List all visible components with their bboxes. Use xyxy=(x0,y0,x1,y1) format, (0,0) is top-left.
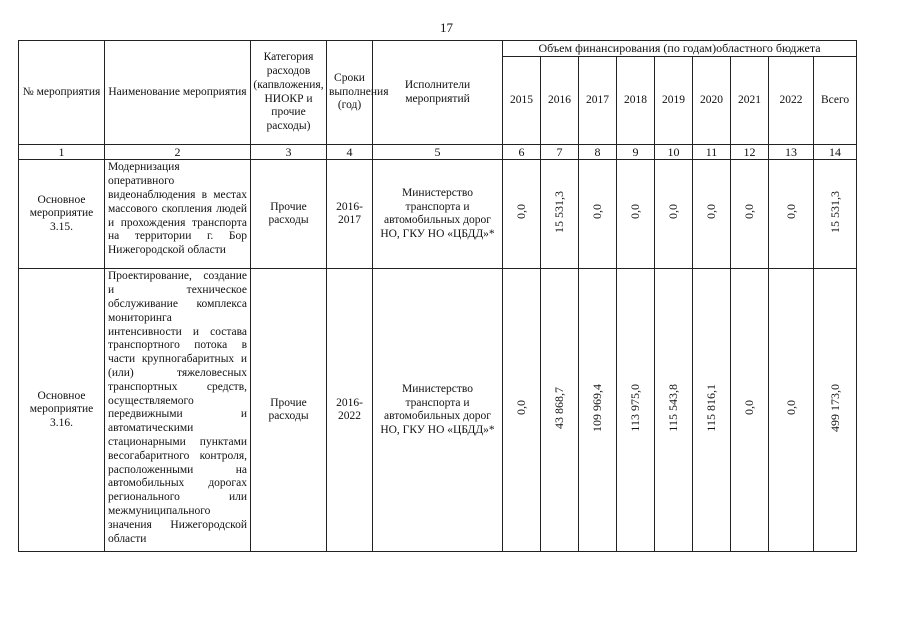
row-executors: Министерство транспорта и автомобильных дорог НО, ГКУ НО «ЦБДД»* xyxy=(373,160,503,269)
budget-table xyxy=(18,40,857,552)
header-category: Категория расходов (капвложения, НИОКР и прочие расходы) xyxy=(251,41,327,145)
row-value: 0,0 xyxy=(590,204,605,220)
header-year: 2022 xyxy=(769,57,814,145)
row-value: 0,0 xyxy=(742,204,757,220)
row-value: 0,0 xyxy=(742,400,757,416)
row-value: 0,0 xyxy=(704,204,719,220)
column-number: 5 xyxy=(373,145,503,160)
row-terms: 2016-2022 xyxy=(327,269,373,552)
row-value-cell xyxy=(769,269,814,552)
row-category: Прочие расходы xyxy=(251,160,327,269)
row-value-cell xyxy=(731,269,769,552)
header-total: Всего xyxy=(814,57,857,145)
row-num: Основное мероприятие 3.16. xyxy=(19,269,105,552)
row-value: 109 969,4 xyxy=(590,383,605,432)
row-value-cell xyxy=(655,160,693,269)
header-year: 2016 xyxy=(541,57,579,145)
row-value: 115 816,1 xyxy=(704,384,719,432)
column-number: 3 xyxy=(251,145,327,160)
row-value-cell xyxy=(617,269,655,552)
row-total: 15 531,3 xyxy=(827,190,842,233)
row-name: Модернизация оперативного видеонаблюдения в местах массового скопления людей и прохождения транспорта на территории г. Бор Нижегородской области xyxy=(105,160,251,269)
column-number: 7 xyxy=(541,145,579,160)
row-total: 499 173,0 xyxy=(827,383,842,432)
header-year: 2017 xyxy=(579,57,617,145)
column-number: 10 xyxy=(655,145,693,160)
row-name: Проектирование, создание и техническое обслуживание комплекса мониторинга интенсивности и состава транспортного потока в части крупногабаритных и (или) тяжеловесных транспортных средств, осуществляемого передвижными и автоматическими стационарными пунктами весогабаритного контроля, расположенными на автомобильных дорогах регионального или межмуниципального значения Нижегородской области xyxy=(105,269,251,552)
table-row xyxy=(19,160,857,269)
row-value-cell xyxy=(541,269,579,552)
column-number: 9 xyxy=(617,145,655,160)
row-value: 113 975,0 xyxy=(628,384,643,432)
column-number: 8 xyxy=(579,145,617,160)
column-number: 12 xyxy=(731,145,769,160)
header-year: 2021 xyxy=(731,57,769,145)
header-year: 2018 xyxy=(617,57,655,145)
column-number: 4 xyxy=(327,145,373,160)
page-number: 17 xyxy=(440,20,453,35)
row-value: 43 868,7 xyxy=(552,386,567,429)
row-value: 15 531,3 xyxy=(552,190,567,233)
header-funding-group: Объем финансирования (по годам)областного бюджета xyxy=(503,41,857,57)
row-value: 0,0 xyxy=(514,400,529,416)
row-category: Прочие расходы xyxy=(251,269,327,552)
row-value-cell xyxy=(655,269,693,552)
row-executors: Министерство транспорта и автомобильных дорог НО, ГКУ НО «ЦБДД»* xyxy=(373,269,503,552)
row-value-cell xyxy=(617,160,655,269)
row-total-cell xyxy=(814,160,857,269)
column-number: 1 xyxy=(19,145,105,160)
row-value-cell xyxy=(503,269,541,552)
row-value-cell xyxy=(579,269,617,552)
row-value: 115 543,8 xyxy=(666,384,681,432)
header-terms: Сроки выполнения (год) xyxy=(327,41,373,145)
row-num: Основное мероприятие 3.15. xyxy=(19,160,105,269)
header-executors: Исполнители мероприятий xyxy=(373,41,503,145)
row-value-cell xyxy=(541,160,579,269)
row-value: 0,0 xyxy=(666,204,681,220)
column-number: 14 xyxy=(814,145,857,160)
header-name: Наименование мероприятия xyxy=(105,41,251,145)
row-value-cell xyxy=(693,160,731,269)
row-value-cell xyxy=(693,269,731,552)
header-year: 2019 xyxy=(655,57,693,145)
row-value: 0,0 xyxy=(514,204,529,220)
row-value-cell xyxy=(579,160,617,269)
row-value-cell xyxy=(769,160,814,269)
row-value-cell xyxy=(731,160,769,269)
header-year: 2015 xyxy=(503,57,541,145)
column-number-row xyxy=(19,145,857,160)
row-terms: 2016-2017 xyxy=(327,160,373,269)
column-number: 11 xyxy=(693,145,731,160)
row-value: 0,0 xyxy=(783,204,798,220)
column-number: 6 xyxy=(503,145,541,160)
row-total-cell xyxy=(814,269,857,552)
column-number: 13 xyxy=(769,145,814,160)
row-value: 0,0 xyxy=(783,400,798,416)
header-year: 2020 xyxy=(693,57,731,145)
table-row xyxy=(19,269,857,552)
row-value-cell xyxy=(503,160,541,269)
column-number: 2 xyxy=(105,145,251,160)
row-value: 0,0 xyxy=(628,204,643,220)
header-num: № мероприятия xyxy=(19,41,105,145)
